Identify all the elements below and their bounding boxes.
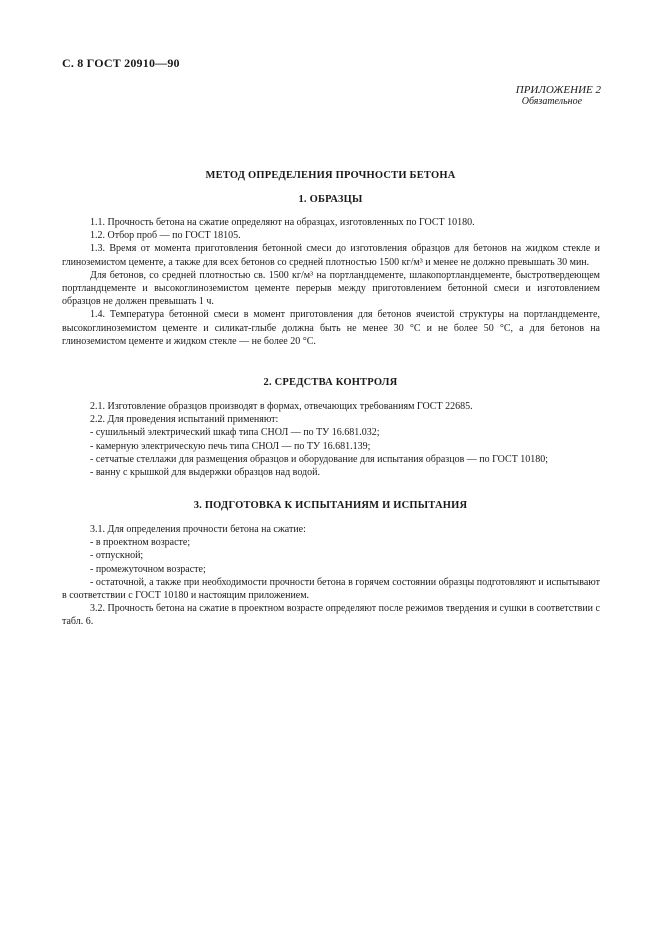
paragraph: 1.3. Время от момента приготовления бетонной смеси до изготовления образцов для бетонов на жидком стекле и глиноземистом цементе, а также для всех бетонов со средней плотностью 1500 кг/м³ и менее не должно превышать 30 мин. [62,243,600,268]
list-item: - в проектном возрасте; [90,537,191,549]
list-item: - сетчатые стеллажи для размещения образцов и оборудование для испытания образцов — по ГОСТ 10180; [90,453,549,465]
list-item: - сушильный электрический шкаф типа СНОЛ — по ТУ 16.681.032; [90,427,380,439]
section-3-body [62,523,600,629]
list-item: - отпускной; [90,550,144,562]
section-1-title: 1. ОБРАЗЦЫ [298,194,363,205]
section-3-title: 3. ПОДГОТОВКА К ИСПЫТАНИЯМ И ИСПЫТАНИЯ [193,500,468,511]
paragraph: 2.2. Для проведения испытаний применяют: [90,414,279,426]
page-header: С. 8 ГОСТ 20910—90 [62,56,180,70]
list-item: - камерную электрическую печь типа СНОЛ — по ТУ 16.681.139; [90,440,371,452]
list-item: - остаточной, а также при необходимости прочности бетона в горячем состоянии образцы подготовляют и испытывают в соответствии с ГОСТ 10180 и настоящим приложением. [62,576,600,602]
appendix-subtitle: Обязательное [521,96,583,107]
document-title: МЕТОД ОПРЕДЕЛЕНИЯ ПРОЧНОСТИ БЕТОНА [205,170,456,181]
paragraph: 1.2. Отбор проб — по ГОСТ 18105. [90,230,241,242]
appendix-title: ПРИЛОЖЕНИЕ 2 [515,84,601,96]
appendix-label [516,84,601,108]
paragraph: 1.1. Прочность бетона на сжатие определяют на образцах, изготовленных по ГОСТ 10180. [90,217,475,228]
list-item: - ванну с крышкой для выдержки образцов над водой. [90,467,320,479]
list-item: - промежуточном возрасте; [90,563,206,575]
paragraph: 3.2. Прочность бетона на сжатие в проектном возрасте определяют после режимов твердения и сушки в соответствии с табл. 6. [62,603,600,628]
section-2-body [62,400,600,479]
paragraph: 1.4. Температура бетонной смеси в момент приготовления для бетонов ячеистой структуры на портландцементе, высокоглиноземистом цементе и силикат-глыбе должна быть не менее 30 °С и не более 50 °С, а для бетонов на глиноземистом цементе и жидком стекле — не более 20 °С. [62,309,600,347]
paragraph: 2.1. Изготовление образцов производят в формах, отвечающих требованиям ГОСТ 22685. [90,401,473,412]
section-2-title: 2. СРЕДСТВА КОНТРОЛЯ [263,377,398,388]
section-1-body [62,216,600,348]
paragraph: 3.1. Для определения прочности бетона на сжатие: [90,524,306,535]
paragraph: Для бетонов, со средней плотностью св. 1500 кг/м³ на портландцементе, шлакопортландцементе, быстротвердеющем портландцементе и высокоглиноземистом цементе перерыв между приготовлением бетонной смеси и изготовлением образцов не должен превышать 1 ч. [62,269,600,308]
